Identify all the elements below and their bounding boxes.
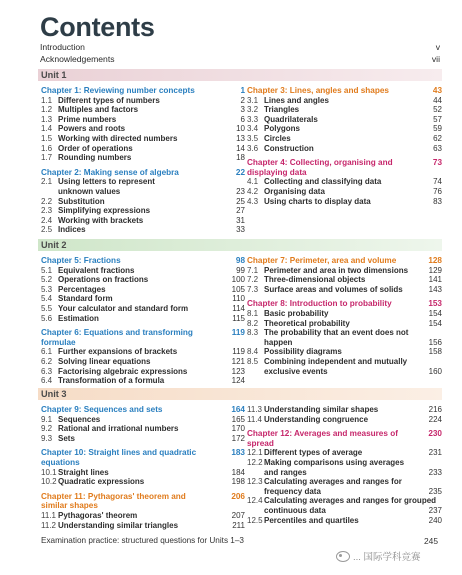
- unit-label: Unit 1: [41, 70, 67, 80]
- section-number: 11.4: [247, 414, 262, 424]
- section-title: Prime numbers: [58, 114, 117, 124]
- section-page: 165: [231, 414, 245, 424]
- section-title: happen: [264, 337, 293, 347]
- section-title: Using charts to display data: [264, 196, 371, 206]
- section-entry[interactable]: [247, 506, 442, 516]
- section-page: 25: [236, 196, 245, 206]
- section-title: Working with brackets: [58, 215, 144, 225]
- section-entry[interactable]: [41, 347, 245, 357]
- section-page: 62: [433, 133, 442, 143]
- section-number: 3.1: [247, 95, 259, 105]
- section-page: 33: [236, 225, 245, 235]
- section-page: 74: [433, 177, 442, 187]
- section-page: 83: [433, 196, 442, 206]
- section-title: Quadrilaterals: [264, 114, 318, 124]
- section-number: 1.5: [41, 133, 53, 143]
- section-title: Different types of numbers: [58, 95, 160, 105]
- section-title: Substitution: [58, 196, 105, 206]
- section-page: 123: [231, 366, 245, 376]
- chapter-page: 98: [235, 256, 245, 265]
- chapter-title: Chapter 12: Averages and measures of spread: [247, 429, 398, 448]
- chapter-title: Chapter 5: Fractions: [41, 256, 121, 265]
- section-title: Rational and irrational numbers: [58, 424, 179, 434]
- chapter-heading[interactable]: [247, 429, 442, 448]
- section-page: 14: [236, 143, 245, 153]
- chapter-heading[interactable]: [41, 328, 245, 347]
- section-entry[interactable]: [41, 134, 245, 144]
- section-entry[interactable]: [247, 516, 442, 526]
- section-title: Factorising algebraic expressions: [58, 366, 188, 376]
- chapter-page: 43: [432, 86, 442, 95]
- section-title: Operations on fractions: [58, 275, 149, 285]
- section-number: 3.6: [247, 143, 259, 153]
- section-title: Possibility diagrams: [264, 347, 342, 357]
- section-title: and ranges: [264, 467, 307, 477]
- section-title: Pythagoras' theorem: [58, 510, 138, 520]
- section-number: 5.6: [41, 313, 53, 323]
- section-page: 154: [428, 318, 442, 328]
- section-number: 3.3: [247, 114, 259, 124]
- section-page: 44: [433, 95, 442, 105]
- section-page: 31: [236, 215, 245, 225]
- unit-3-right-column: [247, 405, 442, 525]
- chapter-heading[interactable]: [247, 158, 442, 177]
- section-number: 3.4: [247, 124, 259, 134]
- section-entry[interactable]: [247, 266, 442, 276]
- chapter-title: Chapter 4: Collecting, organising and displaying data: [247, 158, 393, 177]
- chapter-title: Chapter 1: Reviewing number concepts: [41, 86, 195, 95]
- section-number: 10.1: [41, 467, 57, 477]
- section-number: 1.1: [41, 95, 53, 105]
- section-page: 231: [428, 448, 442, 458]
- section-title: Transformation of a formula: [58, 376, 165, 386]
- section-number: 2.4: [41, 215, 53, 225]
- section-title: Calculating averages and ranges for grouped: [264, 496, 437, 506]
- section-number: 12.3: [247, 477, 263, 487]
- section-entry[interactable]: [41, 153, 245, 163]
- unit-label: Unit 2: [41, 240, 67, 250]
- section-title: Making comparisons using averages: [264, 457, 405, 467]
- section-entry[interactable]: [247, 477, 442, 487]
- section-entry[interactable]: [247, 347, 442, 357]
- section-number: 3.2: [247, 105, 259, 115]
- section-entry[interactable]: [247, 367, 442, 377]
- section-number: 4.3: [247, 196, 259, 206]
- front-entry-introduction[interactable]: [40, 41, 440, 53]
- section-title: Further expansions of brackets: [58, 347, 178, 357]
- section-title: Using letters to represent: [58, 177, 155, 187]
- section-number: 6.3: [41, 366, 53, 376]
- section-number: 11.3: [247, 405, 262, 414]
- section-title: Three-dimensional objects: [264, 275, 366, 285]
- section-entry[interactable]: [247, 448, 442, 458]
- section-title: Understanding similar triangles: [58, 520, 179, 530]
- section-entry[interactable]: [41, 468, 245, 478]
- section-title: Working with directed numbers: [58, 133, 178, 143]
- chapter-heading[interactable]: [247, 299, 442, 309]
- section-page: 3: [240, 105, 245, 115]
- section-title: Standard form: [58, 294, 113, 304]
- section-number: 2.1: [41, 177, 53, 187]
- section-title: Rounding numbers: [58, 153, 132, 163]
- section-page: 211: [232, 520, 245, 530]
- chapter-page: 119: [231, 328, 245, 338]
- chapter-title: Chapter 9: Sequences and sets: [41, 405, 163, 414]
- section-number: 12.1: [247, 448, 263, 458]
- section-entry[interactable]: [247, 415, 442, 425]
- section-number: 12.5: [247, 515, 263, 525]
- chapter-page: 1: [240, 86, 245, 95]
- section-page: 100: [231, 275, 245, 285]
- section-title: Quadratic expressions: [58, 477, 145, 487]
- section-page: 124: [231, 376, 245, 386]
- chapter-page: 206: [231, 491, 245, 501]
- section-entry[interactable]: [41, 197, 245, 207]
- section-page: 240: [428, 515, 442, 525]
- section-page: 172: [231, 433, 245, 443]
- section-entry[interactable]: [41, 415, 245, 425]
- section-title: Sets: [58, 433, 75, 443]
- chapter-heading[interactable]: [41, 86, 245, 96]
- section-entry[interactable]: [247, 487, 442, 497]
- section-page: 143: [428, 284, 442, 294]
- section-entry[interactable]: [247, 496, 442, 506]
- section-page: 18: [236, 153, 245, 163]
- section-entry[interactable]: [247, 134, 442, 144]
- section-entry[interactable]: [41, 376, 245, 386]
- section-entry[interactable]: [41, 206, 245, 216]
- section-title: Construction: [264, 143, 314, 153]
- section-title: Percentiles and quartiles: [264, 515, 359, 525]
- section-page: 129: [428, 265, 442, 275]
- section-title: The probability that an event does not: [264, 328, 409, 338]
- chapter-page: 230: [428, 429, 442, 439]
- unit-3-header: [38, 388, 442, 400]
- section-page: 23: [236, 186, 245, 196]
- section-page: 57: [433, 114, 442, 124]
- section-entry[interactable]: [247, 275, 442, 285]
- section-number: 8.4: [247, 347, 259, 357]
- chapter-heading[interactable]: [247, 256, 442, 266]
- section-entry[interactable]: [41, 294, 245, 304]
- section-page: 119: [232, 347, 245, 357]
- section-number: 6.2: [41, 356, 53, 366]
- section-number: 12.2: [247, 457, 263, 467]
- section-number: 1.6: [41, 143, 53, 153]
- section-number: 1.7: [41, 153, 53, 163]
- section-title: Lines and angles: [264, 95, 329, 105]
- front-entry-page: v: [435, 42, 440, 52]
- section-page: 198: [231, 477, 245, 487]
- section-entry[interactable]: [41, 177, 245, 187]
- section-number: 5.1: [41, 265, 53, 275]
- section-number: 2.5: [41, 225, 53, 235]
- section-title: unknown values: [58, 186, 121, 196]
- section-page: 59: [433, 124, 442, 134]
- section-number: 2.3: [41, 206, 53, 216]
- section-number: 12.4: [247, 496, 263, 506]
- section-number: 8.2: [247, 318, 259, 328]
- section-title: Organising data: [264, 186, 325, 196]
- section-entry[interactable]: [247, 309, 442, 319]
- section-page: 105: [231, 284, 245, 294]
- section-number: 1.4: [41, 124, 53, 134]
- chapter-heading[interactable]: [41, 256, 245, 266]
- section-title: Understanding similar shapes: [264, 405, 379, 414]
- section-entry[interactable]: [247, 177, 442, 187]
- section-title: Triangles: [264, 105, 300, 115]
- watermark-text: ... 国际学科竞赛: [353, 552, 421, 563]
- section-entry[interactable]: [41, 216, 245, 226]
- section-number: 8.1: [247, 308, 259, 318]
- chapter-page: 153: [428, 299, 442, 309]
- section-page: 27: [236, 206, 245, 216]
- section-page: 216: [428, 405, 442, 414]
- section-page: 110: [232, 294, 245, 304]
- section-title: Percentages: [58, 284, 106, 294]
- section-entry[interactable]: [41, 434, 245, 444]
- chapter-title: Chapter 8: Introduction to probability: [247, 299, 392, 309]
- exam-practice-entry[interactable]: Examination practice: structured questions for Units 1–3: [41, 536, 244, 545]
- front-entry-acknowledgements[interactable]: [40, 53, 440, 65]
- section-page: 154: [428, 308, 442, 318]
- section-entry[interactable]: [247, 405, 442, 415]
- section-title: exclusive events: [264, 366, 328, 376]
- section-title: Calculating averages and ranges for: [264, 477, 402, 487]
- section-entry[interactable]: [247, 124, 442, 134]
- section-number: 5.4: [41, 294, 53, 304]
- unit-label: Unit 3: [41, 389, 67, 399]
- section-title: Equivalent fractions: [58, 265, 135, 275]
- section-entry[interactable]: [247, 285, 442, 295]
- section-entry[interactable]: [247, 357, 442, 367]
- chapter-title: Chapter 6: Equations and transforming formulae: [41, 328, 193, 347]
- chapter-heading[interactable]: [247, 86, 442, 96]
- section-title: Surface areas and volumes of solids: [264, 284, 403, 294]
- section-title: Theoretical probability: [264, 318, 350, 328]
- section-number: 8.3: [247, 328, 259, 338]
- section-entry[interactable]: [41, 96, 245, 106]
- section-page: 160: [428, 366, 442, 376]
- page-title: Contents: [40, 12, 155, 42]
- section-title: Sequences: [58, 414, 101, 424]
- section-entry[interactable]: [247, 328, 442, 338]
- section-number: 2.2: [41, 196, 53, 206]
- section-entry[interactable]: [41, 124, 245, 134]
- section-number: 3.5: [247, 133, 259, 143]
- section-number: 9.2: [41, 424, 53, 434]
- section-title: Solving linear equations: [58, 356, 151, 366]
- section-title: Combining independent and mutually: [264, 356, 408, 366]
- section-entry[interactable]: [41, 357, 245, 367]
- section-entry[interactable]: [41, 511, 245, 521]
- section-entry[interactable]: [41, 275, 245, 285]
- section-number: 11.1: [41, 510, 56, 520]
- section-number: 5.3: [41, 284, 53, 294]
- section-number: 4.1: [247, 177, 259, 187]
- section-title: Powers and roots: [58, 124, 126, 134]
- section-number: 6.4: [41, 376, 53, 386]
- section-page: 233: [428, 467, 442, 477]
- unit-1-right-column: [247, 86, 442, 206]
- section-entry[interactable]: [41, 187, 245, 197]
- section-entry[interactable]: [41, 521, 245, 531]
- front-entry-label: Acknowledgements: [40, 54, 115, 64]
- chapter-heading[interactable]: [41, 168, 245, 178]
- chapter-heading[interactable]: [41, 448, 245, 467]
- section-page: 158: [428, 347, 442, 357]
- section-entry[interactable]: [247, 187, 442, 197]
- section-number: 6.1: [41, 347, 53, 357]
- section-number: 7.3: [247, 284, 259, 294]
- section-entry[interactable]: [41, 367, 245, 377]
- front-entry-page: vii: [431, 54, 440, 64]
- section-number: 10.2: [41, 477, 57, 487]
- section-page: 235: [428, 486, 442, 496]
- section-entry[interactable]: [247, 197, 442, 207]
- section-number: 5.2: [41, 275, 53, 285]
- unit-1-header: [38, 69, 442, 81]
- section-page: 99: [236, 265, 245, 275]
- section-entry[interactable]: [41, 115, 245, 125]
- chapter-title: Chapter 11: Pythagoras' theorem and similar shapes: [41, 491, 186, 511]
- section-entry[interactable]: [41, 424, 245, 434]
- section-number: 7.1: [247, 265, 259, 275]
- chapter-page: 128: [428, 256, 442, 265]
- unit-2-left-column: [41, 256, 245, 386]
- chapter-heading[interactable]: [41, 492, 245, 511]
- section-title: Multiples and factors: [58, 105, 139, 115]
- section-entry[interactable]: [247, 458, 442, 468]
- section-page: 2: [240, 95, 245, 105]
- section-entry[interactable]: [247, 96, 442, 106]
- section-number: 8.5: [247, 356, 259, 366]
- section-entry[interactable]: [41, 285, 245, 295]
- front-matter: [40, 41, 440, 65]
- section-page: 6: [240, 114, 245, 124]
- unit-2-header: [38, 239, 442, 251]
- exam-practice-page: 245: [424, 536, 438, 546]
- section-page: 237: [428, 505, 442, 515]
- section-title: Estimation: [58, 313, 99, 323]
- section-number: 1.2: [41, 105, 53, 115]
- section-entry[interactable]: [41, 477, 245, 487]
- unit-2-right-column: [247, 256, 442, 376]
- section-entry[interactable]: [41, 314, 245, 324]
- section-entry[interactable]: [247, 144, 442, 154]
- watermark: [336, 549, 421, 563]
- section-page: 115: [232, 313, 245, 323]
- section-entry[interactable]: [247, 338, 442, 348]
- section-entry[interactable]: [41, 144, 245, 154]
- section-title: Understanding congruence: [264, 414, 369, 424]
- section-title: Basic probability: [264, 308, 329, 318]
- section-page: 114: [232, 303, 245, 313]
- section-entry[interactable]: [247, 115, 442, 125]
- section-title: Indices: [58, 225, 86, 235]
- section-entry[interactable]: [247, 105, 442, 115]
- section-title: Perimeter and area in two dimensions: [264, 265, 409, 275]
- section-title: Circles: [264, 133, 291, 143]
- section-page: 121: [231, 356, 245, 366]
- section-title: Polygons: [264, 124, 301, 134]
- section-number: 9.1: [41, 414, 53, 424]
- section-title: Straight lines: [58, 467, 109, 477]
- section-page: 207: [231, 510, 245, 520]
- section-page: 184: [231, 467, 245, 477]
- section-title: frequency data: [264, 486, 321, 496]
- section-number: 9.3: [41, 433, 53, 443]
- section-page: 141: [428, 275, 442, 285]
- chapter-page: 183: [231, 448, 245, 458]
- wechat-icon: [336, 551, 350, 562]
- chapter-title: Chapter 10: Straight lines and quadratic equations: [41, 448, 197, 467]
- section-entry[interactable]: [41, 304, 245, 314]
- section-title: Your calculator and standard form: [58, 303, 189, 313]
- section-page: 13: [236, 133, 245, 143]
- section-page: 10: [236, 124, 245, 134]
- section-page: 224: [428, 414, 442, 424]
- chapter-title: Chapter 7: Perimeter, area and volume: [247, 256, 397, 265]
- section-page: 76: [433, 186, 442, 196]
- section-entry[interactable]: [41, 105, 245, 115]
- section-number: 11.2: [41, 520, 56, 530]
- section-number: 7.2: [247, 275, 259, 285]
- section-page: 170: [231, 424, 245, 434]
- section-title: continuous data: [264, 505, 326, 515]
- chapter-title: Chapter 3: Lines, angles and shapes: [247, 86, 389, 95]
- section-entry[interactable]: [41, 266, 245, 276]
- section-title: Order of operations: [58, 143, 133, 153]
- chapter-title: Chapter 2: Making sense of algebra: [41, 167, 179, 177]
- section-title: Collecting and classifying data: [264, 177, 382, 187]
- section-number: 5.5: [41, 303, 53, 313]
- section-entry[interactable]: [247, 319, 442, 329]
- section-page: 156: [428, 337, 442, 347]
- front-entry-label: Introduction: [40, 42, 85, 52]
- section-page: 63: [433, 143, 442, 153]
- unit-3-left-column: [41, 405, 245, 530]
- chapter-page: 164: [231, 405, 245, 414]
- chapter-page: 22: [235, 167, 245, 177]
- section-title: Different types of average: [264, 448, 363, 458]
- section-entry[interactable]: [247, 468, 442, 478]
- unit-1-left-column: [41, 86, 245, 235]
- chapter-heading[interactable]: [41, 405, 245, 415]
- section-number: 1.3: [41, 114, 53, 124]
- chapter-page: 73: [432, 158, 442, 168]
- section-entry[interactable]: [41, 225, 245, 235]
- section-title: Simplifying expressions: [58, 206, 151, 216]
- section-number: 4.2: [247, 186, 259, 196]
- section-page: 52: [433, 105, 442, 115]
